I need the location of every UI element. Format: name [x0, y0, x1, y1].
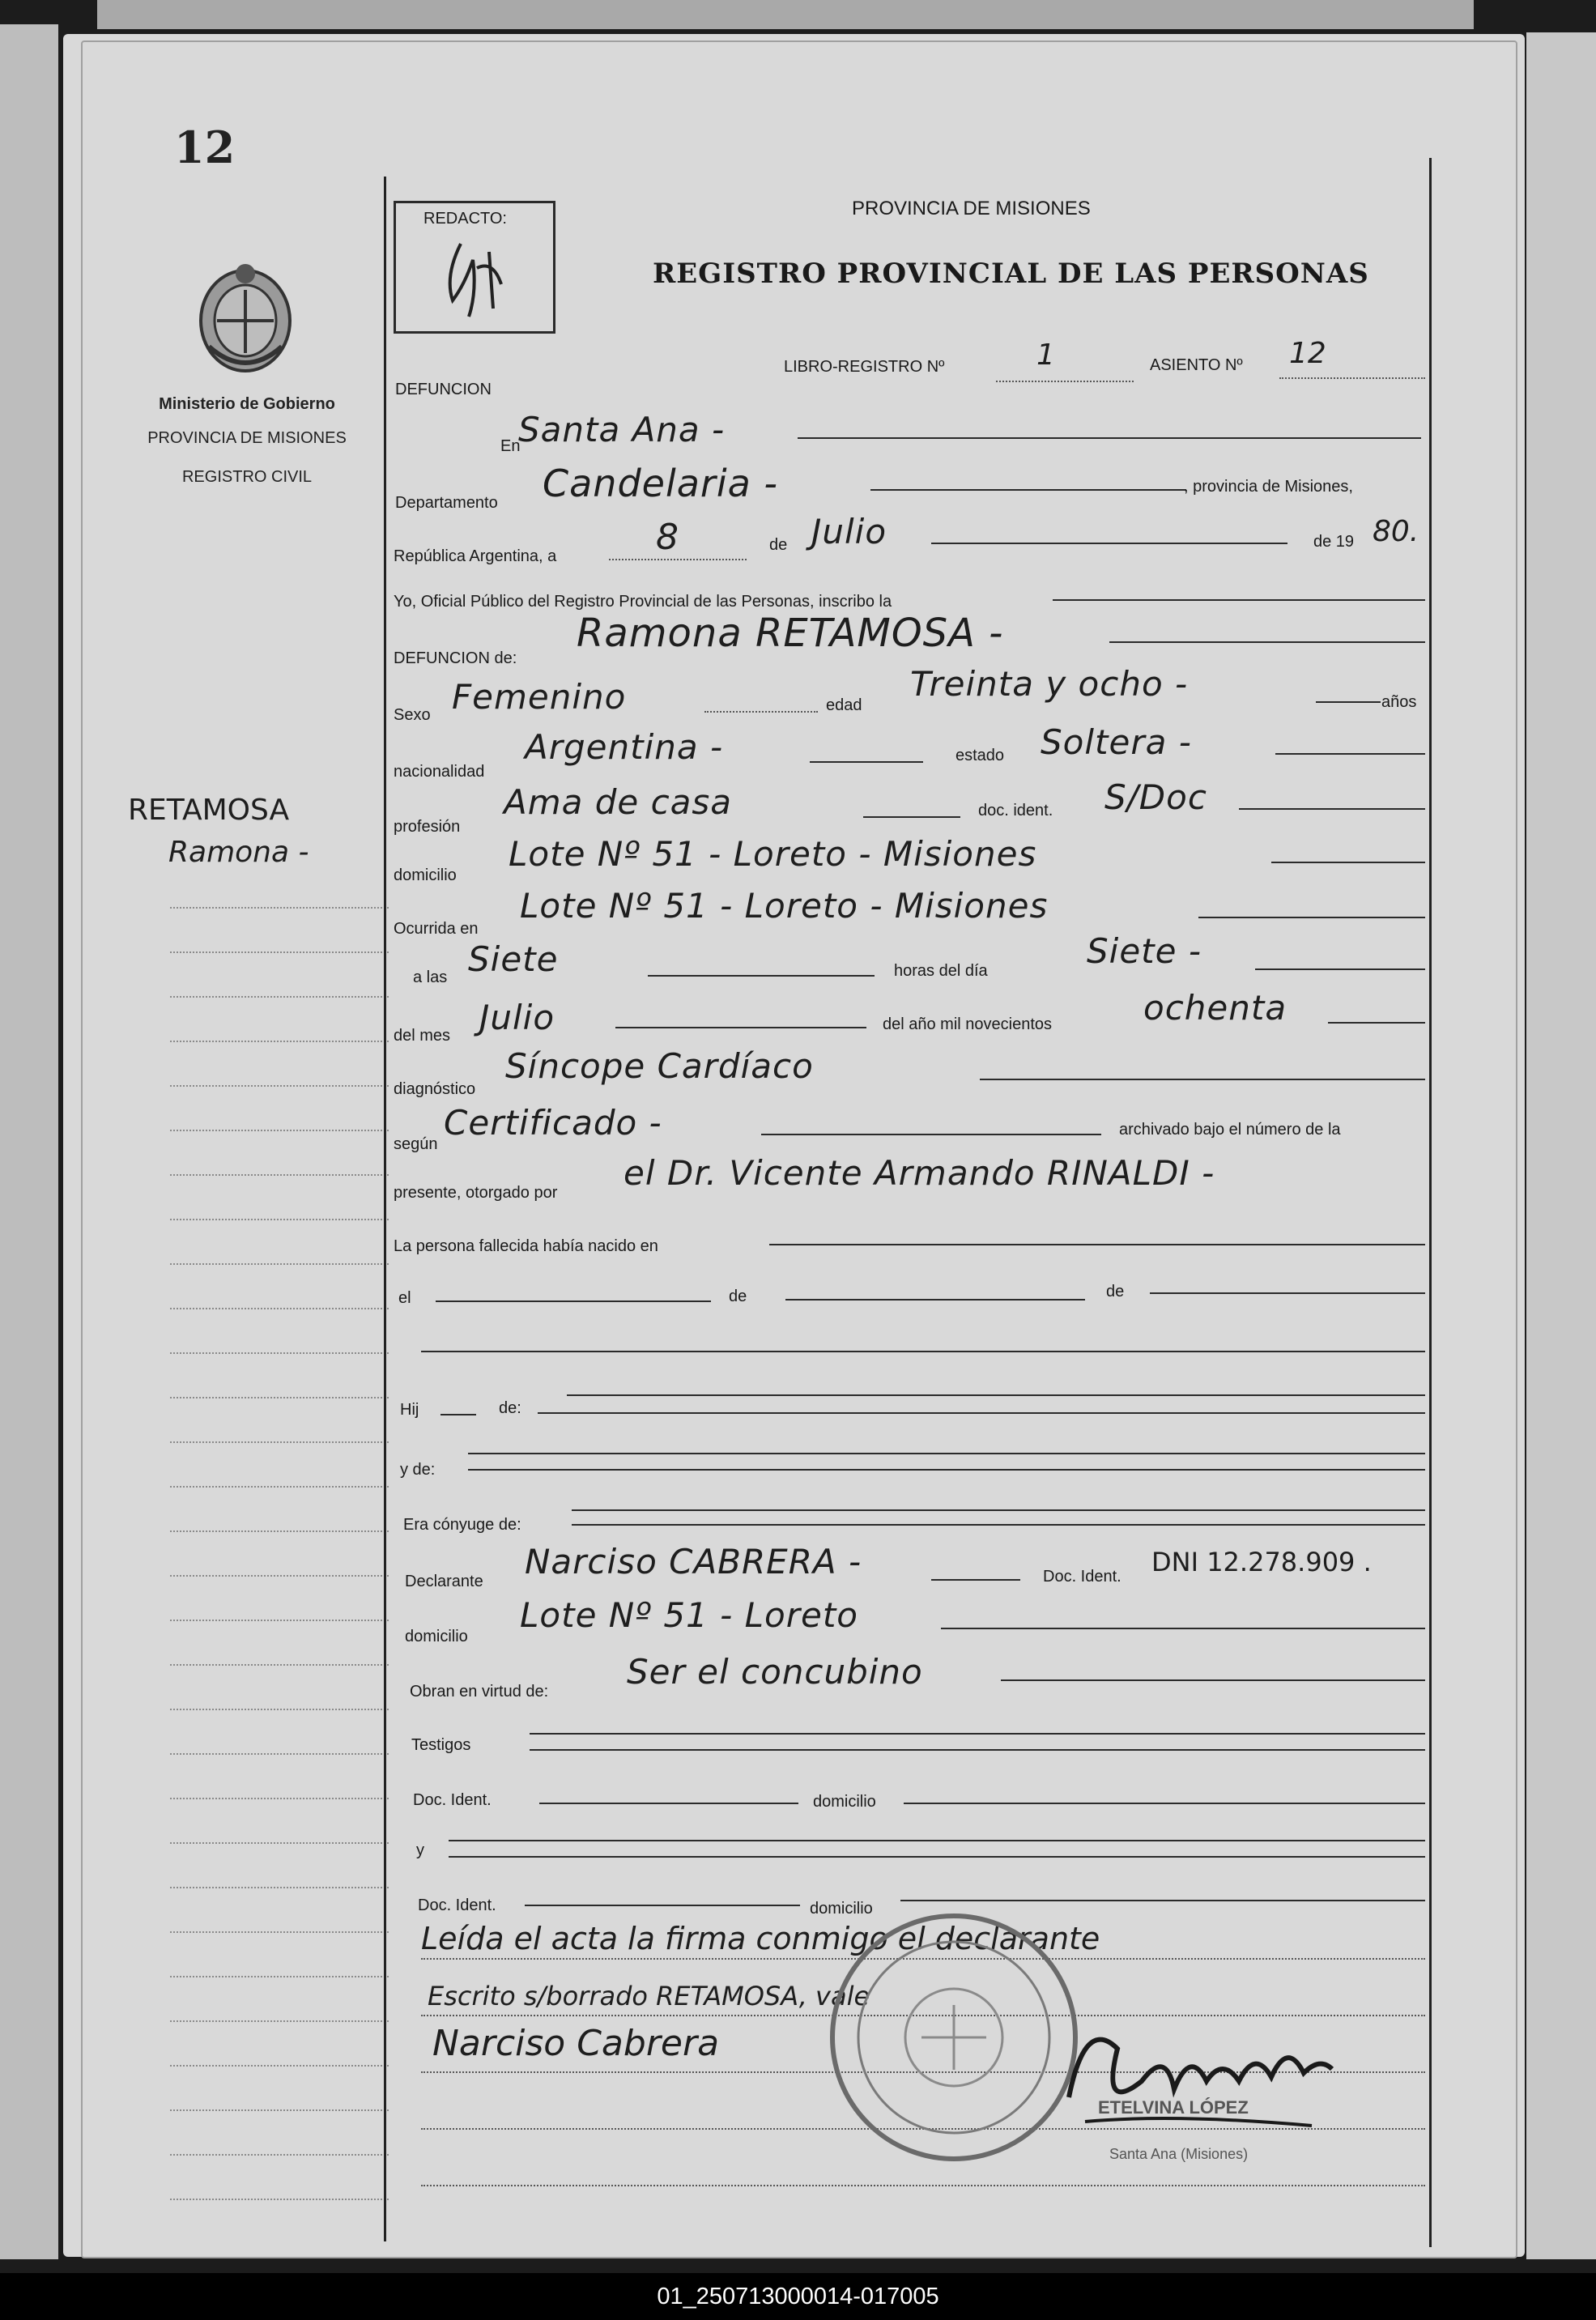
- y-label: y: [416, 1841, 424, 1859]
- delmes-label: del mes: [394, 1027, 451, 1045]
- mes-value: Julio: [811, 512, 887, 551]
- header-province: PROVINCIA DE MISIONES: [852, 198, 1091, 219]
- left-edge: [0, 24, 58, 2259]
- defuncion-label: DEFUNCION: [395, 381, 492, 398]
- de1-label: de: [729, 1288, 747, 1305]
- edad-value: Treinta y ocho -: [910, 664, 1189, 704]
- profesion-label: profesión: [394, 818, 461, 836]
- alas-label: a las: [413, 968, 448, 986]
- de-label: de: [769, 536, 788, 554]
- declarante-value: Narciso CABRERA -: [525, 1542, 862, 1581]
- hij-de-label: de:: [499, 1399, 521, 1417]
- domicilio1-label: domicilio: [813, 1793, 876, 1811]
- top-edge: [97, 0, 1474, 29]
- presente-value: el Dr. Vicente Armando RINALDI -: [624, 1153, 1215, 1193]
- anos-label: años: [1381, 693, 1417, 711]
- docdecl-value: DNI 12.278.909 .: [1151, 1547, 1372, 1577]
- libro-label: LIBRO-REGISTRO Nº: [784, 358, 945, 376]
- domicilio-value: Lote Nº 51 - Loreto - Misiones: [509, 834, 1037, 874]
- sexo-label: Sexo: [394, 706, 431, 724]
- anio-value: 80.: [1373, 515, 1419, 548]
- form-left-rule: [384, 177, 386, 2241]
- domdecl-label: domicilio: [405, 1628, 468, 1645]
- asiento-value: 12: [1289, 337, 1326, 370]
- sexo-value: Femenino: [452, 677, 627, 717]
- doc-value: S/Doc: [1104, 777, 1207, 817]
- anio-mil-label: del año mil novecientos: [883, 1015, 1053, 1033]
- profesion-value: Ama de casa: [504, 782, 733, 822]
- anio-mil-value: ochenta: [1143, 988, 1287, 1028]
- segun-value: Certificado -: [444, 1103, 662, 1143]
- domdecl-value: Lote Nº 51 - Loreto: [520, 1595, 858, 1635]
- left-province-label: PROVINCIA DE MISIONES: [147, 429, 347, 447]
- el-label: el: [398, 1289, 411, 1307]
- estado-label: estado: [955, 747, 1005, 764]
- asiento-label: ASIENTO Nº: [1150, 356, 1243, 374]
- alas-value: Siete: [468, 939, 559, 979]
- de2-label: de: [1106, 1283, 1125, 1300]
- nacido-label: La persona fallecida había nacido en: [394, 1237, 658, 1255]
- document-id-footer: 01_250713000014-017005: [0, 2273, 1596, 2320]
- domicilio2-label: domicilio: [810, 1900, 873, 1918]
- diagnostico-value: Síncope Cardíaco: [505, 1046, 814, 1086]
- obran-label: Obran en virtud de:: [410, 1683, 549, 1701]
- signature-icon: [1053, 2000, 1344, 2146]
- docident2-label: Doc. Ident.: [418, 1896, 496, 1914]
- archivado-label: archivado bajo el número de la: [1119, 1121, 1341, 1139]
- presente-label: presente, otorgado por: [394, 1184, 558, 1202]
- yde-label: y de:: [400, 1461, 436, 1479]
- page-number: 12: [174, 121, 236, 173]
- conyuge-label: Era cónyuge de:: [403, 1516, 521, 1534]
- obran-value: Ser el concubino: [627, 1652, 923, 1692]
- dia-value: 8: [656, 517, 679, 558]
- docdecl-label: Doc. Ident.: [1043, 1568, 1121, 1586]
- closing-note-line2: Escrito s/borrado RETAMOSA, vale: [428, 1981, 870, 2011]
- redacto-initials-icon: [428, 236, 517, 325]
- horas-value: Siete -: [1087, 931, 1202, 971]
- official-stamp-icon: [824, 1908, 1083, 2167]
- signer-name: ETELVINA LÓPEZ: [1098, 2097, 1249, 2118]
- closing-note-line1: Leída el acta la firma conmigo el declarante: [421, 1921, 1100, 1956]
- margin-given-name: Ramona -: [168, 836, 309, 869]
- departamento-label: Departamento: [395, 494, 498, 512]
- testigos-label: Testigos: [411, 1736, 471, 1754]
- diagnostico-label: diagnóstico: [394, 1080, 476, 1098]
- redacto-box: [394, 201, 555, 334]
- defuncion-de-value: Ramona RETAMOSA -: [577, 611, 1004, 656]
- edad-label: edad: [826, 696, 862, 714]
- nacionalidad-value: Argentina -: [525, 727, 724, 767]
- redacto-label: REDACTO:: [423, 210, 507, 228]
- docident1-label: Doc. Ident.: [413, 1791, 492, 1809]
- de-anio-label: de 19: [1313, 533, 1355, 551]
- right-edge: [1526, 32, 1596, 2259]
- margin-surname: RETAMOSA: [128, 794, 290, 827]
- signer-place: Santa Ana (Misiones): [1109, 2146, 1249, 2162]
- closing-note-line3: Narciso Cabrera: [432, 2023, 720, 2064]
- en-value: Santa Ana -: [518, 410, 726, 449]
- declarante-label: Declarante: [405, 1573, 483, 1590]
- defuncion-de-label: DEFUNCION de:: [394, 649, 517, 667]
- libro-value: 1: [1036, 338, 1055, 372]
- provincia-label: , provincia de Misiones,: [1184, 478, 1353, 496]
- ministry-label: Ministerio de Gobierno: [159, 395, 335, 413]
- ocurrida-label: Ocurrida en: [394, 920, 479, 938]
- domicilio-label: domicilio: [394, 866, 457, 884]
- departamento-value: Candelaria -: [543, 462, 779, 505]
- hij-label: Hij: [400, 1401, 419, 1419]
- yo-label: Yo, Oficial Público del Registro Provincial de las Personas, inscribo la: [394, 593, 892, 611]
- republica-label: República Argentina, a: [394, 547, 557, 565]
- registry-label: REGISTRO CIVIL: [181, 468, 313, 486]
- ocurrida-value: Lote Nº 51 - Loreto - Misiones: [520, 886, 1049, 926]
- doc-label: doc. ident.: [978, 802, 1053, 819]
- coat-of-arms-icon: [193, 258, 298, 379]
- estado-value: Soltera -: [1041, 722, 1192, 762]
- segun-label: según: [394, 1135, 438, 1153]
- delmes-value: Julio: [479, 998, 555, 1037]
- header-title: REGISTRO PROVINCIAL DE LAS PERSONAS: [653, 258, 1369, 290]
- en-label: En: [500, 437, 521, 455]
- nacionalidad-label: nacionalidad: [394, 763, 485, 781]
- horas-label: horas del día: [894, 962, 988, 980]
- form-right-rule: [1429, 158, 1432, 2247]
